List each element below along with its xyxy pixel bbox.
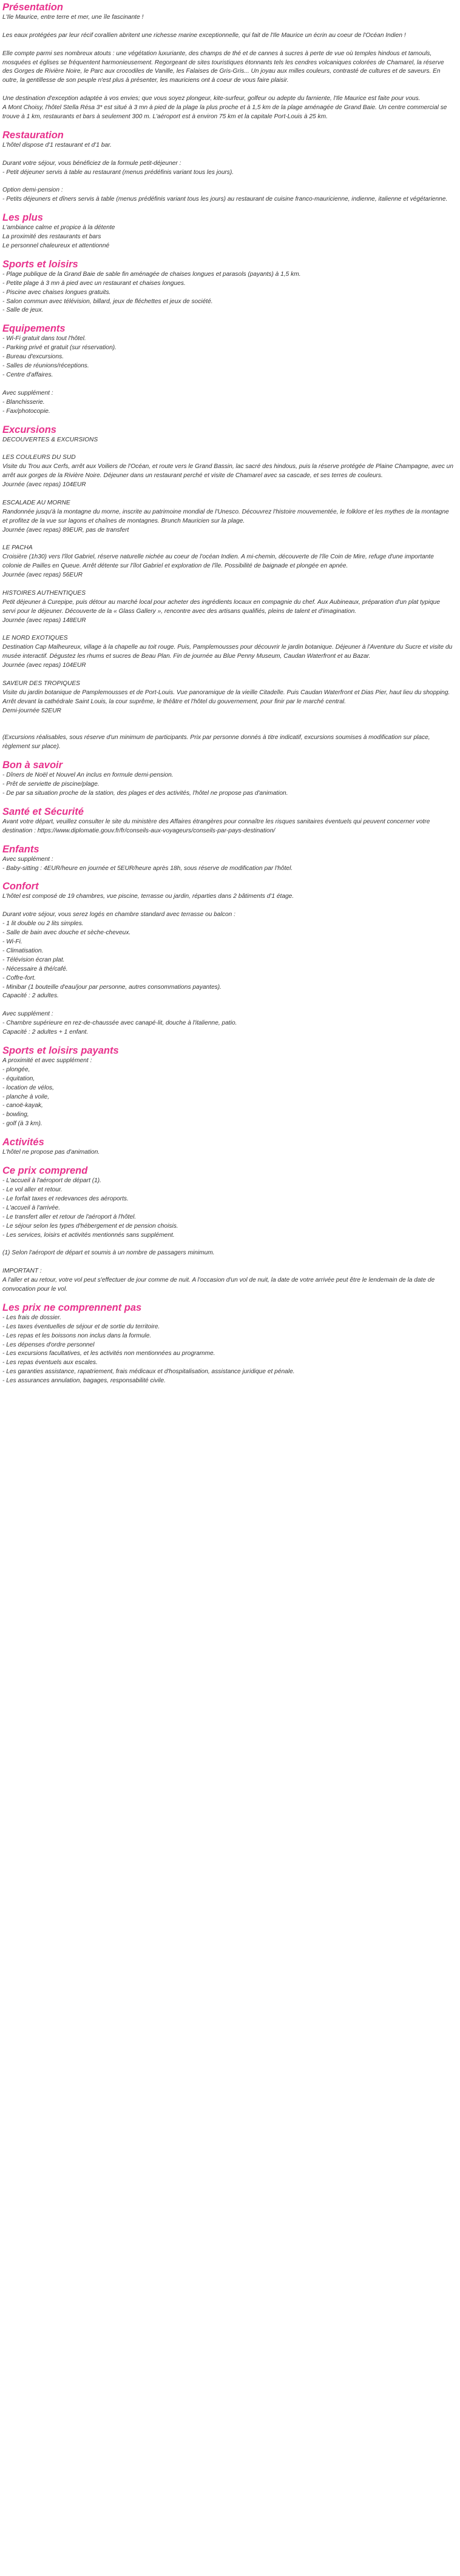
text-line: - Les repas et les boissons non inclus dans la formule.: [2, 1332, 152, 1339]
text-line: - Petite plage à 3 mn à pied avec un restaurant et chaises longues.: [2, 279, 186, 287]
text-line: A l'aller et au retour, votre vol peut s'effectuer de jour comme de nuit. A l'occasion d'un vol de nuit, la date de votre arrivée peut être le lendemain de la date de convocation pour le vol.: [2, 1277, 435, 1293]
blank-line: [2, 902, 454, 911]
text-line: Journée (avec repas) 56EUR: [2, 572, 83, 579]
text-line: - location de vélos,: [2, 1084, 54, 1091]
text-line: - Le transfert aller et retour de l'aéroport à l'hôtel.: [2, 1213, 137, 1220]
text-line: - Climatisation.: [2, 947, 44, 954]
blank-line: [2, 1258, 454, 1267]
text-line: A proximité et avec supplément :: [2, 1057, 92, 1064]
text-line: - Fax/photocopie.: [2, 407, 50, 415]
text-line: SAVEUR DES TROPIQUES: [2, 680, 80, 687]
text-line: Visite du Trou aux Cerfs, arrêt aux Voiliers de l'Océan, et route vers le Grand Bassin, lac sacré des hindous, puis la réserve protégée de Plaine Champagne, avec un arrêt aux gorges de la Rivière Noire. Déjeuner dans un restaurant perché et visite de Chamarel avec sa cascade, et ses terres de couleurs.: [2, 463, 454, 480]
section-sports-loisirs: [2, 258, 454, 323]
section-spacer: [2, 836, 454, 843]
text-line: - Baby-sitting : 4EUR/heure en journée et 5EUR/heure après 18h, sous réserve de modification par l'hôtel.: [2, 865, 293, 872]
blank-line: [2, 177, 454, 186]
section-presentation: [2, 1, 454, 129]
blank-line: [2, 85, 454, 95]
text-line: - Plage publique de la Grand Baie de sable fin aménagée de chaises longues et parasols (payants) à 1,5 km.: [2, 270, 301, 278]
section-title: Les plus: [2, 212, 43, 224]
text-line: - Salles de réunions/réceptions.: [2, 363, 89, 370]
blank-line: [2, 22, 454, 32]
text-line: - Blanchisserie.: [2, 398, 45, 406]
text-line: Journée (avec repas) 104EUR: [2, 481, 86, 489]
blank-line: [2, 626, 454, 635]
text-line: L'Ile Maurice, entre terre et mer, une île fascinante !: [2, 14, 144, 21]
section-title: Les prix ne comprennent pas: [2, 1302, 142, 1313]
blank-line: [2, 1240, 454, 1249]
text-line: - Bureau d'excursions.: [2, 353, 64, 361]
text-line: (1) Selon l'aéroport de départ et soumis à un nombre de passagers minimum.: [2, 1250, 215, 1257]
text-line: - L'accueil à l'aéroport de départ (1).: [2, 1177, 102, 1185]
section-title: Présentation: [2, 2, 63, 13]
text-line: - Les excursions facultatives, et les activités non mentionnées au programme.: [2, 1350, 215, 1357]
text-line: - Les dépenses d'ordre personnel: [2, 1341, 95, 1348]
section-title: Excursions: [2, 424, 56, 435]
text-line: Destination Cap Malheureux, village à la chapelle au toit rouge. Puis, Pamplemousses pour découvrir le jardin botanique. Déjeuner à l'Aventure du Sucre et visite du musée interactif. Dégustez les rhums et sucres de Beau Plan. Fin de journée au Blue Penny Museum, Caudan Waterfront et au Bazar.: [2, 644, 453, 660]
text-line: Option demi-pension :: [2, 187, 63, 194]
text-line: - planche à voile,: [2, 1093, 50, 1100]
text-line: Journée (avec repas) 89EUR, pas de transfert: [2, 526, 129, 534]
text-line: - Les repas éventuels aux escales.: [2, 1359, 98, 1367]
section-title: Sports et loisirs: [2, 258, 78, 270]
text-line: Randonnée jusqu'à la montagne du morne, inscrite au patrimoine mondial de l'Unesco. Découvrez l'histoire mouvementée, le folklore et les mythes de la montagne et profitez de la vue sur lagons et chaînes de montagnes. Brunch Mauricien sur la plage.: [2, 508, 449, 524]
text-line: - Wi-Fi gratuit dans tout l'hôtel.: [2, 335, 86, 343]
section-restauration: [2, 129, 454, 212]
section-ne-comprennent-pas: [2, 1302, 454, 1393]
text-line: Avec supplément :: [2, 389, 53, 396]
blank-line: [2, 671, 454, 680]
text-line: - L'accueil à l'arrivée.: [2, 1204, 61, 1211]
text-line: colonie de Pailles en Queue. Arrêt détente sur l'îlot Gabriel et exploration de l'île. Possibilité de baignade et plongée en apnée.: [2, 563, 348, 570]
section-spacer: [2, 1157, 454, 1165]
section-title: Activités: [2, 1137, 44, 1148]
text-line: Petit déjeuner à Curepipe, puis détour au marché local pour acheter des ingrédients locaux en compagnie du chef. Aux Aubineaux, préparation d'un plat typique servi pour le déjeuner. Découverte de la « Glass Gallery », rencontre avec des artisans qualifiés, pleins de talent et d'imagination.: [2, 598, 441, 615]
text-line: - Les taxes éventuelles de séjour et de sortie du territoire.: [2, 1323, 160, 1330]
text-line: Avec supplément :: [2, 1011, 53, 1018]
section-spacer: [2, 1129, 454, 1136]
blank-line: [2, 41, 454, 50]
blank-line: [2, 1001, 454, 1010]
text-line: - De par sa situation proche de la station, des plages et des activités, l'hôtel ne propose pas d'animation.: [2, 789, 288, 797]
section-title: Ce prix comprend: [2, 1165, 88, 1177]
text-line: - Petits déjeuners et dîners servis à table (menus prédéfinis variant tous les jours) au restaurant de cuisine franco-mauricienne, indienne, italienne et végétarienne.: [2, 196, 448, 203]
section-title: Santé et Sécurité: [2, 806, 84, 817]
section-spacer: [2, 798, 454, 806]
text-line: - Les assurances annulation, bagages, responsabilité civile.: [2, 1377, 166, 1385]
text-line: - Petit déjeuner servis à table au restaurant (menus prédéfinis variant tous les jours).: [2, 169, 234, 176]
section-spacer: [2, 1037, 454, 1045]
blank-line: [2, 724, 454, 734]
text-line: HISTOIRES AUTHENTIQUES: [2, 589, 86, 597]
text-line: L'hôtel est composé de 19 chambres, vue piscine, terrasse ou jardin, réparties dans 2 bâtiments d'1 étage.: [2, 893, 294, 900]
text-line: - Les frais de dossier.: [2, 1314, 62, 1321]
text-line: - plongée,: [2, 1066, 30, 1073]
text-line: - 1 lit double ou 2 lits simples.: [2, 920, 84, 928]
section-spacer: [2, 1386, 454, 1393]
blank-line: [2, 150, 454, 159]
text-line: - Dîners de Noël et Nouvel An inclus en formule demi-pension.: [2, 772, 174, 779]
section-excursions: [2, 424, 454, 760]
text-line: - golf (à 3 km).: [2, 1120, 42, 1128]
text-line: Elle compte parmi ses nombreux atouts : une végétation luxuriante, des champs de thé et de cannes à sucres à perte de vue où temples hindous et tamouls, mosquées et églises se fréquentent harmonieusement. Regorgeant de sites touristiques étonnants tels les cendres volcaniques colorées de Chamarel, la réserve des Gorges de Rivière Noire, le Parc aux crocodiles de Vanille, les Falaises de Gris-Gris... Un joyau aux milles couleurs, contrasté de cultures et de saveurs. En outre, la gentillesse de son peuple n'est plus à présenter, les mauriciens ont à coeur de vous faire plaisir.: [2, 50, 444, 84]
text-line: Visite du jardin botanique de Pamplemousses et de Port-Louis. Vue panoramique de la vieille Citadelle. Puis Caudan Waterfront et Dias Pier, haut lieu du shopping. Arrêt devant la cathédrale Saint Louis, la cour suprême, le théâtre et l'hôtel du gouvernement, pour finir par le marché central.: [2, 689, 450, 705]
text-line: A Mont Choisy, l'hôtel Stella Résa 3* est situé à 3 mn à pied de la plage la plus proche et à 1,5 km de la plage aménagée de Grand Baie. Un centre commercial se trouve à 1 km, restaurants et bars à seulement 300 m. L'aéroport est à environ 75 km et la capitale Port-Louis à 25 km.: [2, 104, 447, 120]
section-bon-a-savoir: [2, 759, 454, 806]
section-enfants: [2, 843, 454, 881]
section-les-plus: [2, 212, 454, 258]
text-line: - Coffre-fort.: [2, 974, 36, 982]
text-line: Durant votre séjour, vous serez logés en chambre standard avec terrasse ou balcon :: [2, 911, 235, 918]
text-line: - Le forfait taxes et redevances des aéroports.: [2, 1195, 129, 1202]
section-title: Sports et loisirs payants: [2, 1045, 119, 1056]
text-line: - Salle de bain avec douche et sèche-cheveux.: [2, 929, 131, 937]
text-line: - Les garanties assistance, rapatriement, frais médicaux et d'hospitalisation, assistance juridique et pénale.: [2, 1368, 295, 1376]
text-line: - Chambre supérieure en rez-de-chaussée avec canapé-lit, douche à l'italienne, patio.: [2, 1020, 237, 1027]
text-line: - Salon commun avec télévision, billard, jeux de fléchettes et jeux de société.: [2, 298, 213, 305]
text-line: (Excursions réalisables, sous réserve d'un minimum de participants. Prix par personne donnés à titre indicatif, excursions soumises à modification sur place, règlement sur place).: [2, 734, 430, 751]
text-line: L'ambiance calme et propice à la détente: [2, 224, 115, 232]
blank-line: [2, 580, 454, 589]
text-line: - Minibar (1 bouteille d'eau/jour par personne, autres consommations payantes).: [2, 983, 222, 991]
text-line: - Wi-Fi.: [2, 938, 22, 945]
text-line: - équitation,: [2, 1075, 35, 1082]
text-line: L'hôtel dispose d'1 restaurant et d'1 bar.: [2, 141, 112, 149]
text-line: IMPORTANT :: [2, 1268, 42, 1275]
section-confort: [2, 880, 454, 1044]
section-spacer: [2, 315, 454, 323]
text-line: Les eaux protégées par leur récif corallien abritent une richesse marine exceptionnelle, qui fait de l'Ile Maurice un écrin au coeur de l'Océan Indien !: [2, 32, 406, 39]
section-title: Enfants: [2, 843, 39, 855]
text-line: Capacité : 2 adultes.: [2, 992, 59, 1000]
text-line: Demi-journée 52EUR: [2, 707, 61, 714]
text-line: Journée (avec repas) 104EUR: [2, 662, 86, 669]
text-line: - bowling,: [2, 1111, 29, 1119]
text-line: L'hôtel ne propose pas d'animation.: [2, 1149, 100, 1156]
section-equipements: [2, 323, 454, 423]
text-line: ESCALADE AU MORNE: [2, 499, 70, 506]
text-line: LES COULEURS DU SUD: [2, 454, 76, 461]
text-line: Capacité : 2 adultes + 1 enfant.: [2, 1029, 89, 1036]
section-spacer: [2, 752, 454, 759]
section-title: Restauration: [2, 129, 64, 141]
text-line: - Salle de jeux.: [2, 307, 44, 314]
text-line: - canoë-kayak,: [2, 1102, 43, 1109]
section-spacer: [2, 873, 454, 880]
section-spacer: [2, 204, 454, 212]
blank-line: [2, 380, 454, 389]
text-line: Avec supplément :: [2, 855, 53, 863]
section-spacer: [2, 417, 454, 424]
blank-line: [2, 535, 454, 544]
text-line: - Nécessaire à thé/café.: [2, 965, 68, 972]
text-line: - Les services, loisirs et activités mentionnés sans supplément.: [2, 1231, 175, 1239]
text-line: Une destination d'exception adaptée à vos envies; que vous soyez plongeur, kite-surfeur, golfeur ou adepte du farniente, l'Ile Maurice est faite pour vous.: [2, 95, 421, 102]
blank-line: [2, 444, 454, 453]
text-line: La proximité des restaurants et bars: [2, 233, 101, 241]
section-title: Confort: [2, 881, 39, 892]
text-line: Avant votre départ, veuillez consulter le site du ministère des Affaires étrangères pour connaître les risques sanitaires éventuels qui peuvent concerner votre destination : https://www.diplomatie.gouv.fr/fr/conseils-aux-voyageurs/conseils-par-pays-destination/: [2, 818, 430, 834]
text-line: - Piscine avec chaises longues gratuits.: [2, 289, 111, 296]
text-line: - Télévision écran plat.: [2, 956, 65, 963]
text-line: - Parking privé et gratuit (sur réservation).: [2, 344, 117, 352]
section-sports-loisirs-payants: [2, 1045, 454, 1136]
section-ce-prix-comprend: [2, 1165, 454, 1302]
section-title: Equipements: [2, 323, 66, 335]
section-spacer: [2, 1294, 454, 1302]
text-line: DECOUVERTES & EXCURSIONS: [2, 436, 98, 443]
text-line: Le personnel chaleureux et attentionné: [2, 242, 110, 249]
text-line: Croisière (1h30) vers l'îlot Gabriel, réserve naturelle nichée au coeur de l'océan Indien. A mi-chemin, découverte de l'île Coin de Mire, refuge d'une importante: [2, 554, 434, 561]
text-line: Durant votre séjour, vous bénéficiez de la formule petit-déjeuner :: [2, 159, 181, 167]
section-spacer: [2, 122, 454, 129]
text-line: - Le vol aller et retour.: [2, 1186, 63, 1193]
blank-line: [2, 490, 454, 499]
text-line: - Le séjour selon les types d'hébergement et de pension choisis.: [2, 1222, 178, 1229]
text-line: Journée (avec repas) 148EUR: [2, 617, 86, 624]
section-title: Bon à savoir: [2, 760, 63, 771]
section-sante-securite: [2, 806, 454, 843]
text-line: - Centre d'affaires.: [2, 372, 53, 379]
blank-line: [2, 716, 454, 725]
text-line: LE PACHA: [2, 544, 33, 552]
text-line: LE NORD EXOTIQUES: [2, 635, 68, 642]
section-activites: [2, 1136, 454, 1165]
section-spacer: [2, 251, 454, 258]
text-line: - Prêt de serviette de piscine/plage.: [2, 781, 100, 788]
